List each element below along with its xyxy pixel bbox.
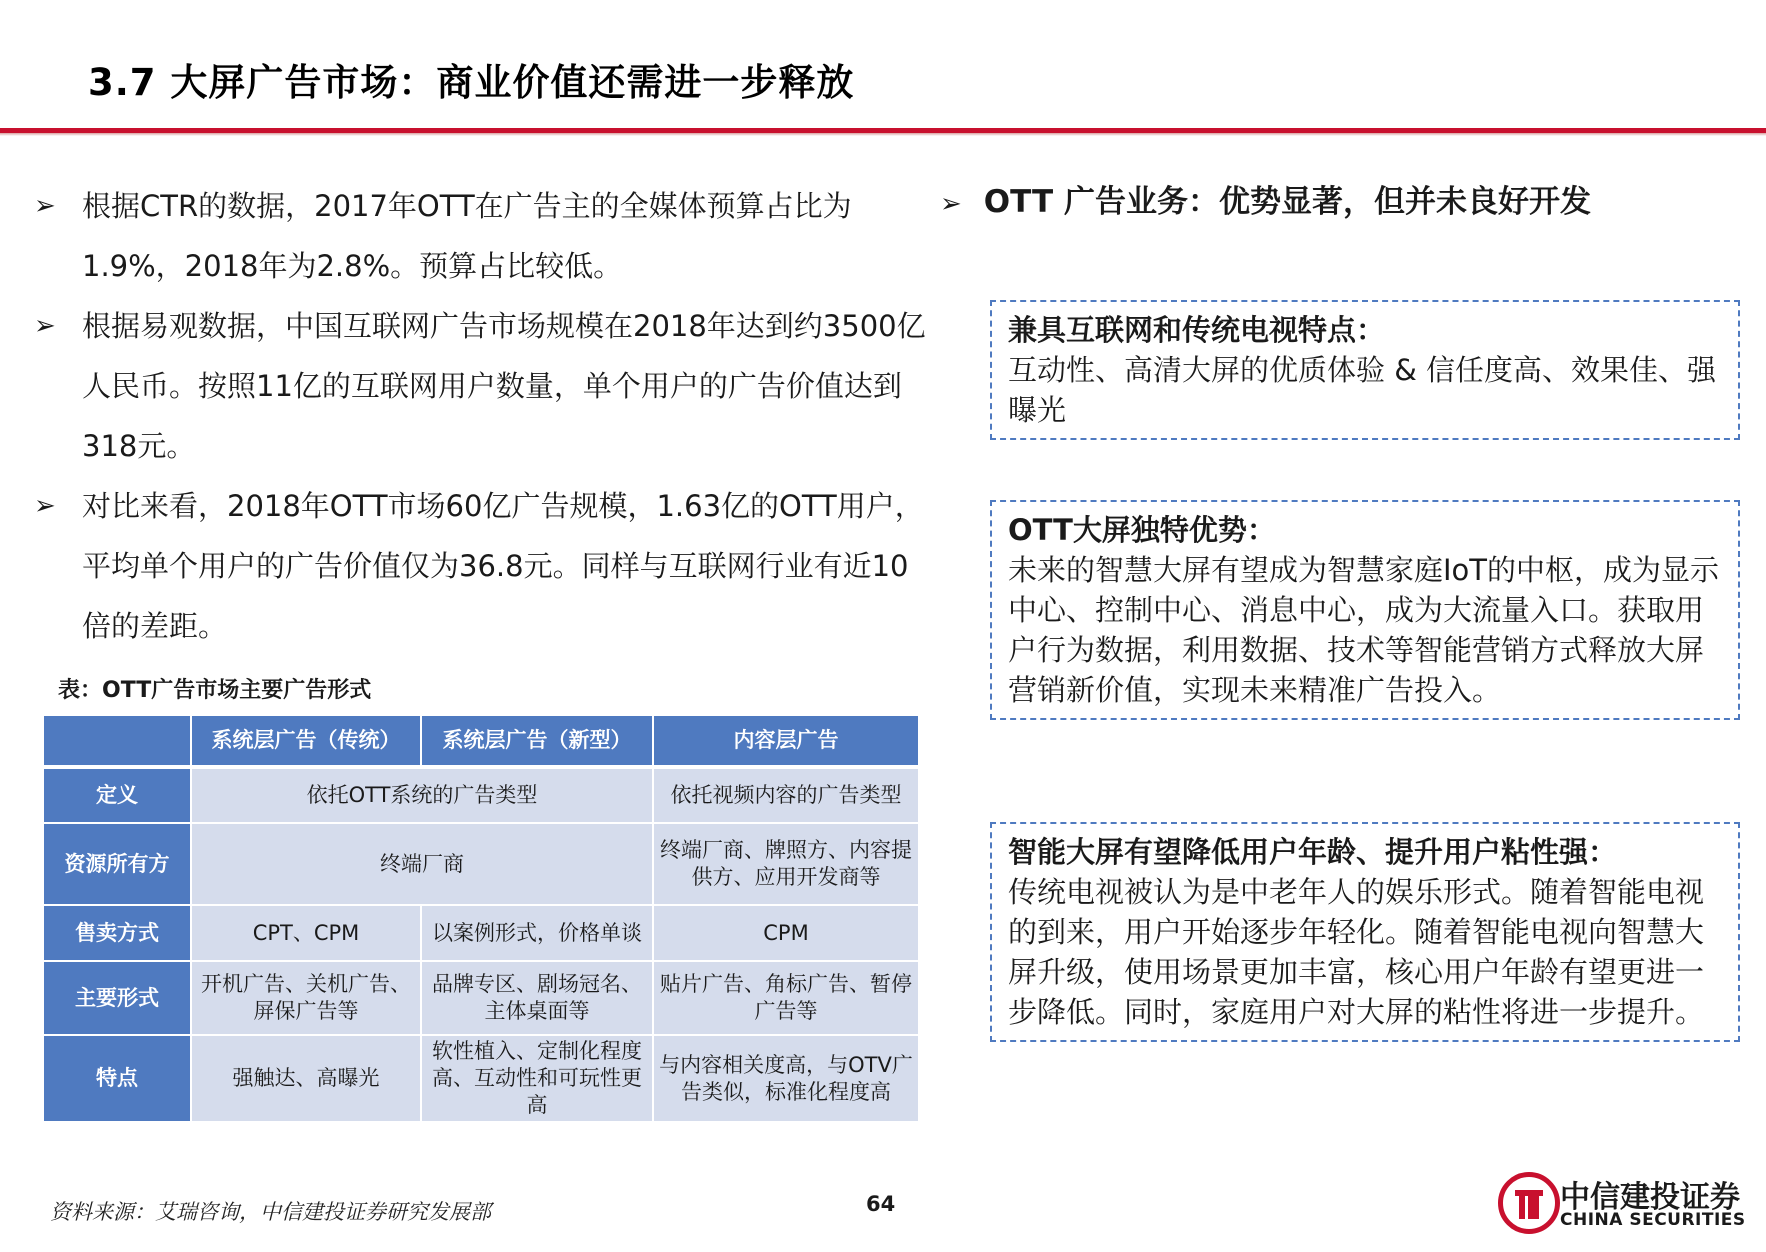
company-logo	[1498, 1168, 1746, 1240]
bullet-text: 根据CTR的数据，2017年OTT在广告主的全媒体预算占比为1.9%，2018年为2.8%。预算占比较低。	[82, 189, 852, 283]
feature-box-body: 传统电视被认为是中老年人的娱乐形式。随着智能电视的到来，用户开始逐步年轻化。随着智能电视向智慧大屏升级，使用场景更加丰富，核心用户年龄有望更进一步降低。同时，家庭用户对大屏的粘性将进一步提升。	[1008, 875, 1705, 1029]
table-row	[43, 1035, 919, 1122]
table-header-row	[43, 715, 919, 767]
feature-box	[990, 300, 1740, 440]
arrow-bullet-icon: ➢	[34, 311, 56, 341]
source-note: 资料来源：艾瑞咨询，中信建投证券研究发展部	[50, 1200, 491, 1224]
table-cell: 以案例形式，价格单谈	[421, 905, 653, 961]
arrow-bullet-icon: ➢	[34, 191, 56, 221]
arrow-bullet-icon: ➢	[940, 189, 962, 219]
table-cell: 贴片广告、角标广告、暂停广告等	[653, 961, 919, 1035]
feature-box	[990, 822, 1740, 1042]
bullet-item	[30, 476, 930, 656]
table-row-head: 售卖方式	[43, 905, 191, 961]
arrow-bullet-icon: ➢	[34, 491, 56, 521]
table-cell: 终端厂商	[191, 823, 653, 905]
bullet-text: 对比来看，2018年OTT市场60亿广告规模，1.63亿的OTT用户，平均单个用户的广告价值仅为36.8元。同样与互联网行业有近10倍的差距。	[82, 489, 924, 643]
ad-format-table	[42, 714, 920, 1123]
right-heading-text: OTT 广告业务：优势显著，但并未良好开发	[983, 184, 1591, 220]
table-cell: 品牌专区、剧场冠名、主体桌面等	[421, 961, 653, 1035]
feature-box-title: 兼具互联网和传统电视特点：	[1008, 313, 1386, 347]
logo-chinese-name: 中信建投证券	[1560, 1180, 1740, 1215]
page-title: 3.7 大屏广告市场：商业价值还需进一步释放	[88, 61, 855, 104]
feature-box-title: OTT大屏独特优势：	[1008, 513, 1276, 547]
table-caption: 表：OTT广告市场主要广告形式	[58, 678, 372, 703]
table-cell: 软性植入、定制化程度高、互动性和可玩性更高	[421, 1035, 653, 1122]
feature-box	[990, 500, 1740, 720]
table-row-head: 主要形式	[43, 961, 191, 1035]
table-cell: 依托OTT系统的广告类型	[191, 767, 653, 823]
title-divider-shadow	[0, 133, 1766, 136]
bullet-item	[30, 176, 930, 296]
table-row	[43, 823, 919, 905]
table-cell: 与内容相关度高，与OTV广告类似，标准化程度高	[653, 1035, 919, 1122]
table-cell: CPM	[653, 905, 919, 961]
bullet-text: 根据易观数据，中国互联网广告市场规模在2018年达到约3500亿人民币。按照11亿的互联网用户数量，单个用户的广告价值达到318元。	[82, 309, 926, 463]
table-row	[43, 905, 919, 961]
table-row-head: 定义	[43, 767, 191, 823]
left-bullet-list	[30, 176, 930, 656]
feature-box-body: 互动性、高清大屏的优质体验 & 信任度高、效果佳、强曝光	[1008, 353, 1717, 427]
table-row-head: 特点	[43, 1035, 191, 1122]
table-row	[43, 767, 919, 823]
table-cell: 开机广告、关机广告、屏保广告等	[191, 961, 421, 1035]
right-heading	[940, 176, 1740, 221]
feature-box-body: 未来的智慧大屏有望成为智慧家庭IoT的中枢，成为显示中心、控制中心、消息中心，成为大流量入口。获取用户行为数据，利用数据、技术等智能营销方式释放大屏营销新价值，实现未来精准广告投入。	[1008, 553, 1720, 707]
table-header-empty	[43, 715, 191, 767]
table-cell: 强触达、高曝光	[191, 1035, 421, 1122]
table-row	[43, 961, 919, 1035]
table-cell: 终端厂商、牌照方、内容提供方、应用开发商等	[653, 823, 919, 905]
table-header-cell: 内容层广告	[653, 715, 919, 767]
citic-logo-icon	[1498, 1172, 1560, 1234]
table-cell: CPT、CPM	[191, 905, 421, 961]
logo-english-name: CHINA SECURITIES	[1560, 1210, 1746, 1230]
page-number: 64	[866, 1192, 896, 1216]
table-header-cell: 系统层广告（新型）	[421, 715, 653, 767]
feature-box-title: 智能大屏有望降低用户年龄、提升用户粘性强：	[1008, 835, 1618, 869]
bullet-item	[30, 296, 930, 476]
table-row-head: 资源所有方	[43, 823, 191, 905]
table-header-cell: 系统层广告（传统）	[191, 715, 421, 767]
table-cell: 依托视频内容的广告类型	[653, 767, 919, 823]
